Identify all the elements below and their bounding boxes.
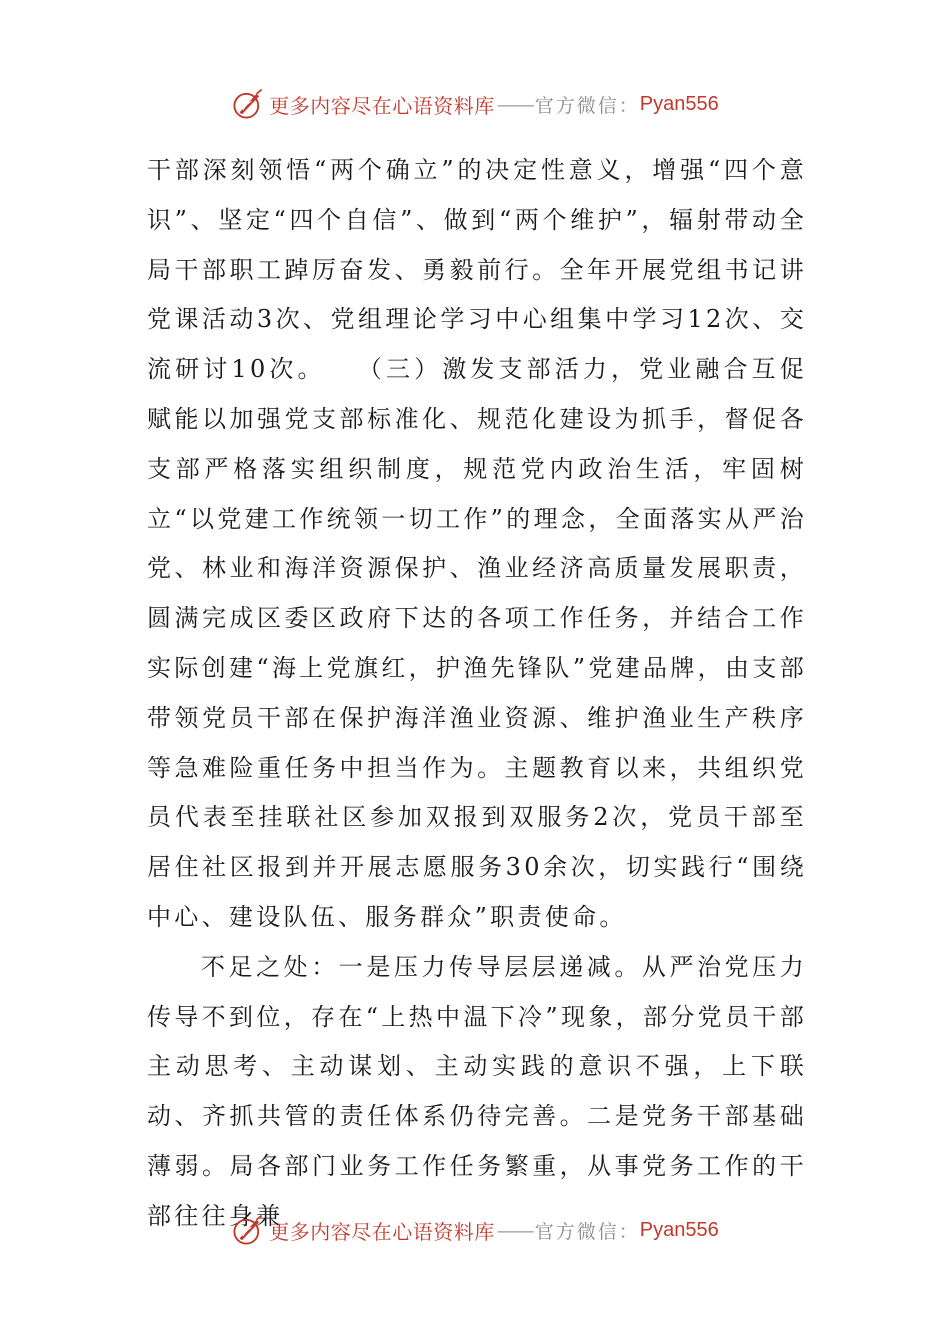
body-paragraph-1: 干部深刻领悟“两个确立”的决定性意义，增强“四个意识”、坚定“四个自信”、做到“两个维护”，辐射带动全局干部职工踔厉奋发、勇毅前行。全年开展党组书记讲党课活动3次、党组理论学习中心组集中学习12次、交流研讨10次。 （三）激发支部活力，党业融合互促赋能以加强党支部标准化、规范化建设为抓手，督促各支部严格落实组织制度，规范党内政治生活，牢固树立“以党建工作统领一切工作”的理念，全面落实从严治党、林业和海洋资源保护、渔业经济高质量发展职责，圆满完成区委区政府下达的各项工作任务，并结合工作实际创建“海上党旗红，护渔先锋队”党建品牌，由支部带领党员干部在保护海洋渔业资源、维护渔业生产秩序等急难险重任务中担当作为。主题教育以来，共组织党员代表至挂联社区参加双报到双服务2次，党员干部至居住社区报到并开展志愿服务30余次，切实践行“围绕中心、建设队伍、服务群众”职责使命。: [147, 156, 807, 931]
banner-separator: ——: [496, 92, 533, 116]
banner-brand-text: 更多内容尽在心语资料库: [269, 1219, 495, 1244]
banner-official-label: 官方微信：: [534, 94, 640, 117]
quill-logo-icon: [231, 1213, 265, 1247]
document-body: [147, 146, 807, 1242]
quill-logo-icon: [231, 87, 265, 121]
body-paragraph-2: 不足之处：一是压力传导层层递减。从严治党压力传导不到位，存在“上热中温下冷”现象，部分党员干部主动思考、主动谋划、主动实践的意识不强，上下联动、齐抓共管的责任体系仍待完善。二是党务干部基础薄弱。局各部门业务工作任务繁重，从事党务工作的干部往往身兼: [147, 952, 807, 1230]
banner-brand-text: 更多内容尽在心语资料库: [269, 93, 495, 118]
banner-official-label: 官方微信：: [534, 1220, 640, 1243]
header-banner: [0, 82, 950, 126]
banner-wechat-handle: Pyan556: [639, 1218, 719, 1241]
banner-wechat-handle: Pyan556: [639, 92, 719, 115]
footer-banner: [0, 1208, 950, 1252]
banner-separator: ——: [496, 1218, 533, 1242]
